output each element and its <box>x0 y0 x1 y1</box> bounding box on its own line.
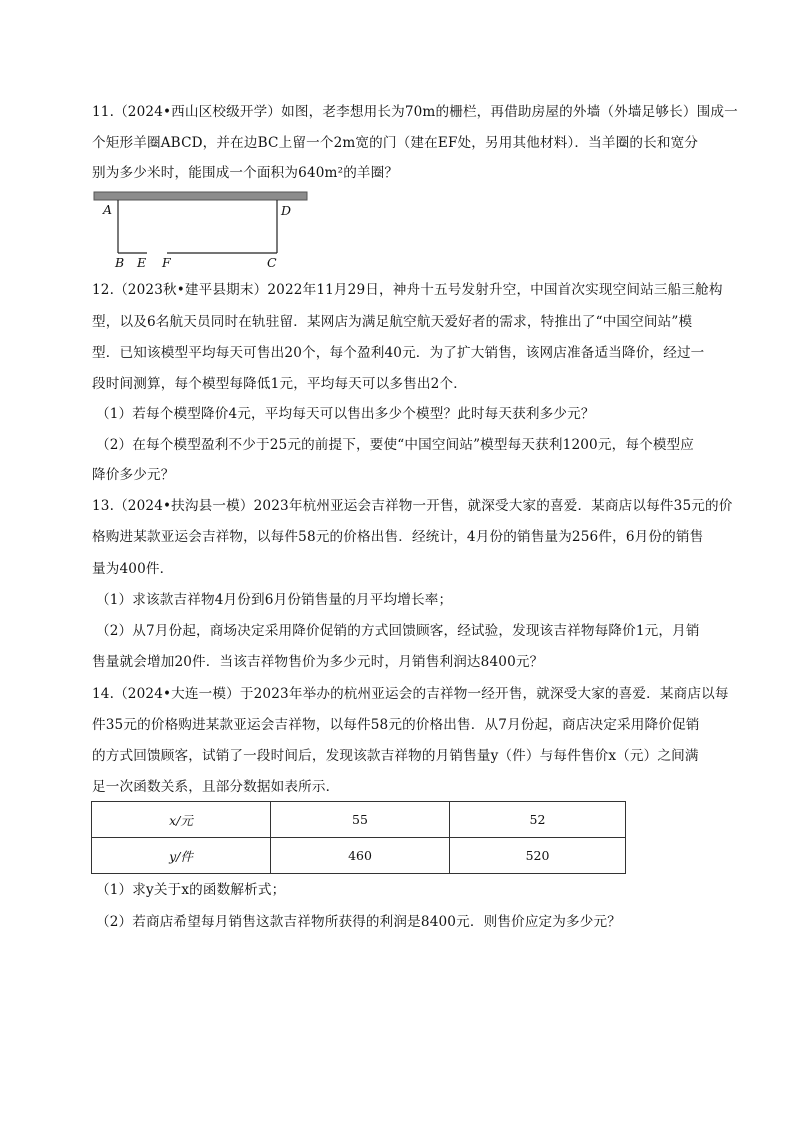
q14-line-2: 件35元的价格购进某款亚运会吉祥物，以每件58元的价格出售．从7月份起，商店决定采用降价促销 <box>92 717 700 733</box>
q11-line-2: 个矩形羊圈ABCD，并在边BC上留一个2m宽的门（建在EF处，另用其他材料）．当羊圈的长和宽分 <box>92 135 699 151</box>
q13-line-2: 格购进某款亚运会吉祥物，以每件58元的价格出售．经统计，4月份的销售量为256件，6月份的销售 <box>92 529 704 545</box>
table-cell: 52 <box>450 802 626 838</box>
table-row <box>92 838 626 874</box>
table-header-cell: y/件 <box>92 838 271 874</box>
q14-line-4: 足一次函数关系，且部分数据如表所示． <box>92 779 340 795</box>
q14-sub-1: （1）求y关于x的函数解析式； <box>96 882 286 898</box>
q14-line-3: 的方式回馈顾客，试销了一段时间后，发现该款吉祥物的月销售量y（件）与每件售价x（元）之间满 <box>92 748 699 764</box>
q14-line-1: 14.（2024•大连一模）于2023年举办的杭州亚运会的吉祥物一经开售，就深受大家的喜爱．某商店以每 <box>92 686 729 702</box>
q12-line-4: 段时间测算，每个模型每降低1元，平均每天可以多售出2个． <box>92 376 467 392</box>
q13-sub-2-line-1: （2）从7月份起，商场决定采用降价促销的方式回馈顾客，经试验，发现该吉祥物每降价1元，月销 <box>96 623 700 639</box>
q13-sub-2-line-2: 售量就会增加20件．当该吉祥物售价为多少元时，月销售利润达8400元？ <box>92 654 544 670</box>
label-d: D <box>281 203 292 218</box>
q11-line-1: 11.（2024•西山区校级开学）如图，老李想用长为70m的栅栏，再借助房屋的外墙（外墙足够长）围成一 <box>92 104 738 120</box>
q13-line-3: 量为400件． <box>92 561 174 577</box>
q14-data-table <box>91 801 626 874</box>
q11-figure-diagram <box>94 190 309 268</box>
table-cell: 460 <box>271 838 450 874</box>
house-wall <box>94 192 307 200</box>
table-cell: 55 <box>271 802 450 838</box>
label-f: F <box>162 255 171 270</box>
q12-sub-1: （1）若每个模型降价4元，平均每天可以售出多少个模型？此时每天获利多少元？ <box>96 406 595 422</box>
q12-sub-2-line-2: 降价多少元？ <box>92 467 175 483</box>
label-b: B <box>115 255 125 270</box>
q12-sub-2-line-1: （2）在每个模型盈利不少于25元的前提下，要使“中国空间站”模型每天获利1200元，每个模型应 <box>96 437 695 453</box>
q12-line-3: 型．已知该模型平均每天可售出20个，每个盈利40元．为了扩大销售，该网店准备适当降价，经过一 <box>92 345 705 361</box>
q13-line-1: 13.（2024•扶沟县一模）2023年杭州亚运会吉祥物一开售，就深受大家的喜爱．某商店以每件35元的价 <box>92 498 733 514</box>
label-c: C <box>267 255 277 270</box>
q12-line-2: 型，以及6名航天员同时在轨驻留．某网店为满足航空航天爱好者的需求，特推出了“中国空间站”模 <box>92 314 693 330</box>
q13-sub-1: （1）求该款吉祥物4月份到6月份销售量的月平均增长率； <box>96 592 453 608</box>
q11-line-3: 别为多少米时，能围成一个面积为640m²的羊圈？ <box>92 165 399 181</box>
table-row <box>92 802 626 838</box>
table-header-cell: x/元 <box>92 802 271 838</box>
label-a: A <box>103 202 113 217</box>
q14-sub-2: （2）若商店希望每月销售这款吉祥物所获得的利润是8400元．则售价应定为多少元？ <box>96 914 622 930</box>
q12-line-1: 12.（2023秋•建平县期末）2022年11月29日，神舟十五号发射升空，中国首次实现空间站三船三舱构 <box>92 282 723 298</box>
label-e: E <box>137 255 147 270</box>
table-cell: 520 <box>450 838 626 874</box>
